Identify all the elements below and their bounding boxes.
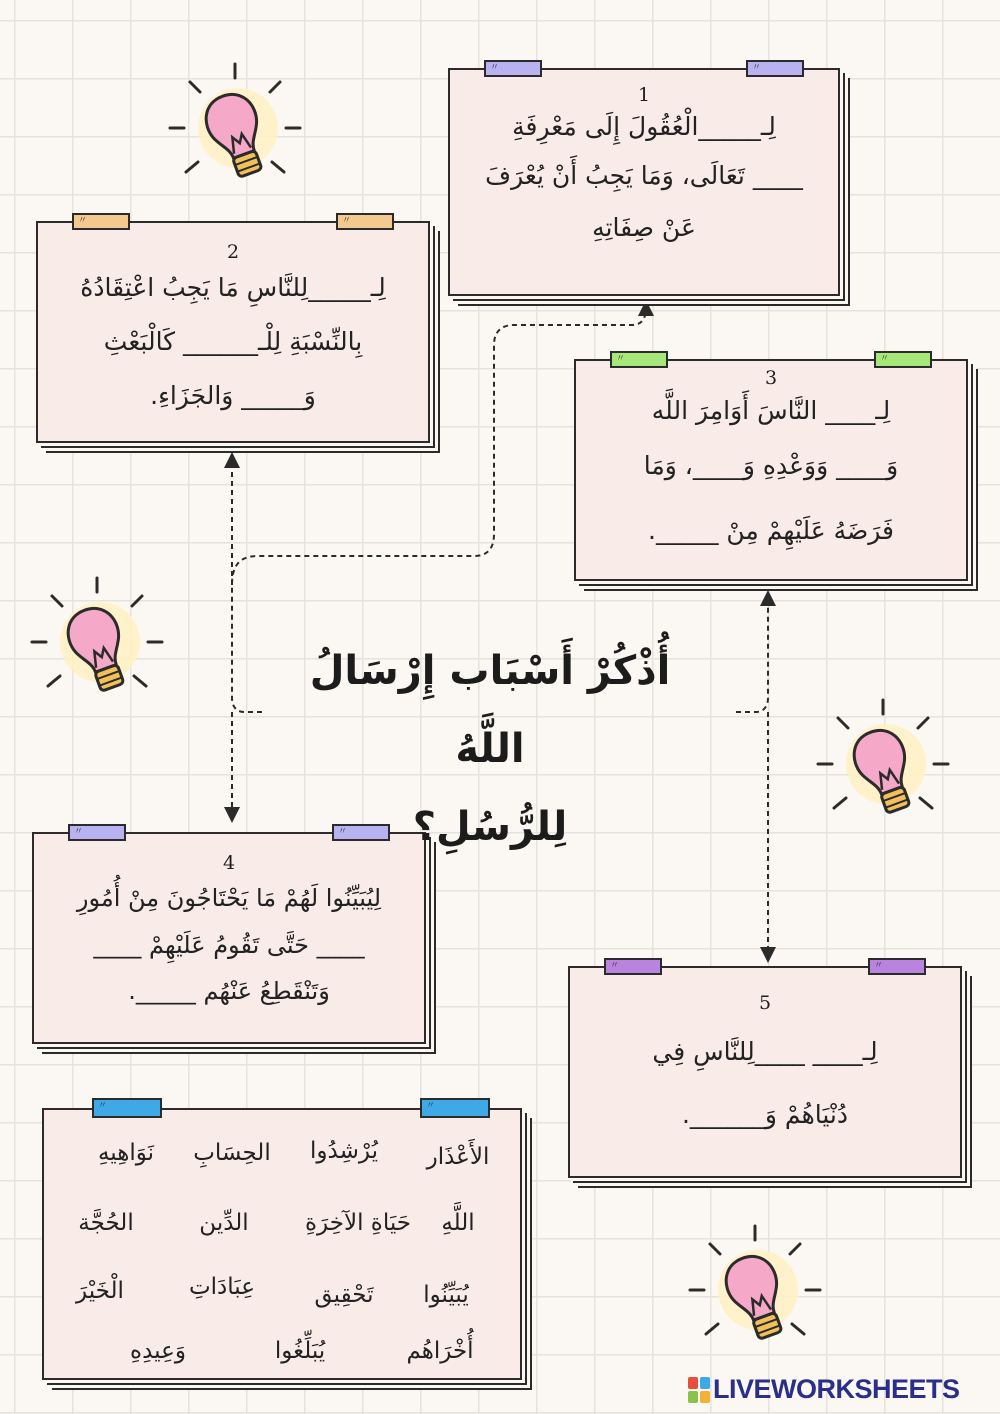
lightbulb-icon: [22, 574, 172, 724]
tape: 〃: [604, 958, 662, 975]
card-line[interactable]: ____ تَعَالَى، وَمَا يَجِبُ أَنْ يُعْرَفَ: [485, 161, 803, 190]
card-line[interactable]: عَنْ صِفَاتِهِ: [592, 213, 696, 242]
logo-text: LIVEWORKSHEETS: [713, 1374, 960, 1404]
word-bank-item[interactable]: الحُجَّة: [78, 1210, 134, 1236]
card-line[interactable]: لِيُبَيِّنُوا لَهُمْ مَا يَحْتَاجُونَ مِنْ أُمُورِ: [76, 884, 382, 912]
lightbulb-icon: [160, 60, 310, 210]
word-bank-item[interactable]: الحِسَابِ: [193, 1140, 271, 1166]
card-line[interactable]: دُنْيَاهُمْ وَ______.: [681, 1100, 849, 1129]
card-line[interactable]: وَتَنْقَطِعُ عَنْهُم _____.: [128, 977, 330, 1005]
title-line-2: لِلرُّسُلِ؟: [412, 804, 568, 850]
word-bank-item[interactable]: وَعِيدِهِ: [130, 1338, 186, 1364]
word-bank-item[interactable]: الدِّين: [199, 1210, 249, 1236]
tape: 〃: [68, 824, 126, 841]
tape: 〃: [868, 958, 926, 975]
card-number: 5: [758, 992, 772, 1014]
word-bank-item[interactable]: يُبَلِّغُوا: [274, 1338, 326, 1364]
logo-mark-icon: [688, 1377, 710, 1403]
card-number: 3: [764, 367, 778, 389]
card-line[interactable]: لِـ_____الْعُقُولَ إِلَى مَعْرِفَةِ: [512, 112, 776, 141]
card-line[interactable]: وَ____ وَوَعْدِهِ وَ____، وَمَا: [643, 451, 899, 480]
word-bank-item[interactable]: يُبَيِّنُوا: [423, 1282, 469, 1308]
tape: 〃: [484, 60, 542, 77]
card-line[interactable]: ____ حَتَّى تَقُومُ عَلَيْهِمْ ____: [93, 931, 365, 959]
word-bank-item[interactable]: اللَّهِ: [441, 1210, 475, 1236]
word-bank-item[interactable]: الْخَيْرَ: [76, 1278, 124, 1304]
word-bank-item[interactable]: عِبَادَاتِ: [189, 1274, 255, 1300]
word-bank-item[interactable]: أُخْرَاهُم: [406, 1338, 474, 1364]
word-bank-item[interactable]: تَحْقِيق: [314, 1282, 374, 1308]
tape: 〃: [874, 351, 932, 368]
card-3: [574, 354, 968, 581]
tape: 〃: [92, 1098, 162, 1118]
word-bank-item[interactable]: نَوَاهِيهِ: [97, 1140, 155, 1166]
card-1: [448, 63, 840, 296]
word-bank-item[interactable]: يُرْشِدُوا: [310, 1138, 378, 1164]
tape: 〃: [746, 60, 804, 77]
liveworksheets-logo: [688, 1374, 960, 1405]
tape: 〃: [420, 1098, 490, 1118]
worksheet-title: [270, 632, 710, 866]
card-number: 1: [637, 84, 651, 106]
card-line[interactable]: لِـ____ النَّاسَ أَوَامِرَ اللَّه: [651, 396, 891, 425]
tape: 〃: [336, 213, 394, 230]
card-line[interactable]: فَرَضَهُ عَلَيْهِمْ مِنْ _____.: [648, 516, 894, 545]
card-5: [568, 961, 962, 1178]
card-2: [36, 216, 430, 443]
card-number: 4: [222, 852, 236, 874]
tape: 〃: [332, 824, 390, 841]
title-line-1: أُذْكُرْ أَسْبَاب إِرْسَالُ اللَّهُ: [309, 648, 671, 772]
tape: 〃: [610, 351, 668, 368]
lightbulb-icon: [808, 696, 958, 846]
word-bank: [42, 1101, 522, 1380]
card-line[interactable]: وَ_____ وَالجَزَاءِ.: [150, 381, 316, 410]
word-bank-item[interactable]: حَيَاةِ الآخِرَةِ: [305, 1210, 411, 1236]
card-number: 2: [226, 241, 240, 263]
lightbulb-icon: [680, 1222, 830, 1372]
word-bank-item[interactable]: الأَعْذَار: [426, 1144, 490, 1170]
tape: 〃: [72, 213, 130, 230]
card-line[interactable]: لِـ____ ____لِلنَّاسِ فِي: [652, 1037, 878, 1066]
card-line[interactable]: لِـ_____لِلنَّاسِ مَا يَجِبُ اعْتِقَادُهُ: [80, 273, 386, 302]
card-line[interactable]: بِالنِّسْبَةِ لِلْـ______ كَالْبَعْثِ: [103, 327, 363, 356]
